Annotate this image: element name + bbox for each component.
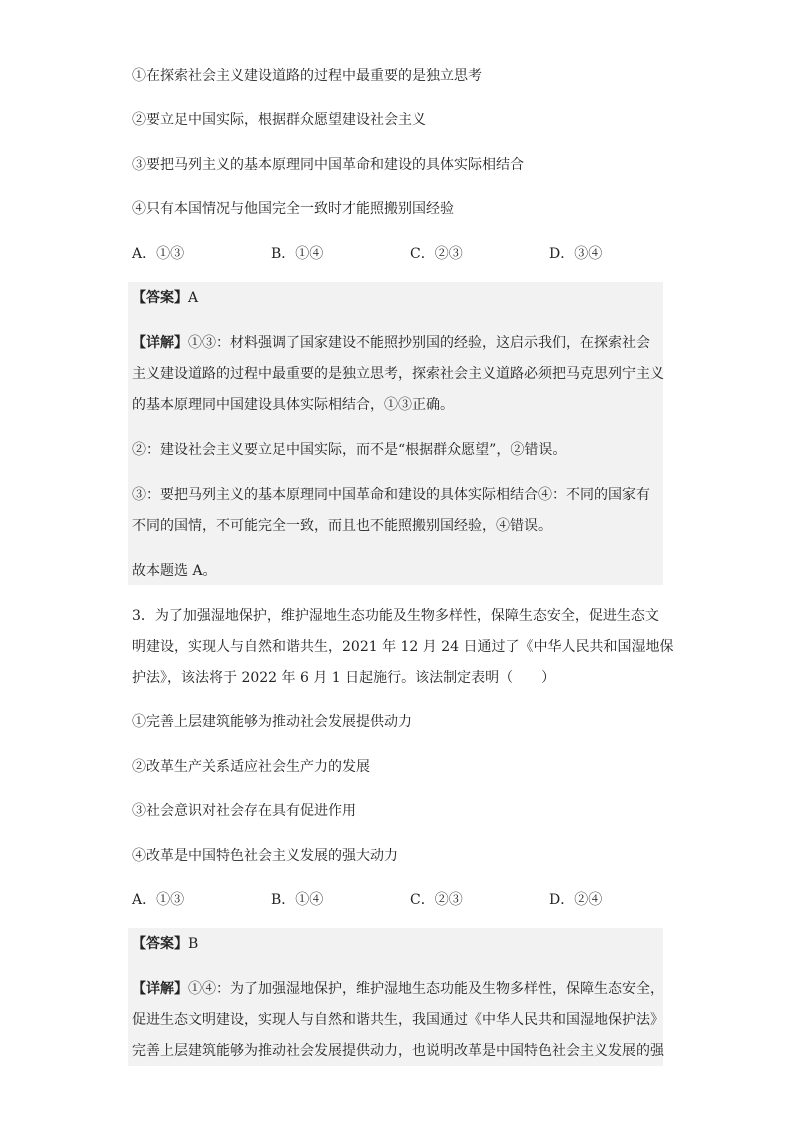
q3-answer	[132, 934, 198, 954]
q3-stem-line-3: 护法》，该法将于 2022 年 6 月 1 日起施行。该法制定表明（ ）	[132, 670, 556, 686]
q2-answer-label: 【答案】	[132, 290, 188, 306]
q3-answer-value: B	[188, 936, 199, 952]
q2-item-3: ③要把马列主义的基本原理同中国革命和建设的具体实际相结合	[132, 157, 524, 173]
q2-detail-line-1	[132, 333, 650, 353]
q3-option-b: B．①④	[271, 892, 324, 908]
q3-stem-line-1: 3．为了加强湿地保护，维护湿地生态功能及生物多样性，保障生态安全，促进生态文	[132, 608, 659, 624]
q2-conclusion: 故本题选 A。	[132, 563, 217, 579]
q3-item-1: ①完善上层建筑能够为推动社会发展提供动力	[132, 714, 412, 730]
q2-answer-value: A	[188, 290, 199, 306]
q2-detail-label: 【详解】	[132, 335, 188, 351]
q2-option-c: C．②③	[410, 246, 463, 262]
q3-detail-line-1	[132, 979, 664, 999]
q3-item-2: ②改革生产关系适应社会生产力的发展	[132, 759, 370, 775]
q3-detail-line-3: 完善上层建筑能够为推动社会发展提供动力，也说明改革是中国特色社会主义发展的强	[132, 1043, 664, 1059]
q2-answer	[132, 288, 198, 308]
q2-detail-line-6: 不同的国情，不可能完全一致，而且也不能照搬别国经验，④错误。	[132, 518, 552, 534]
q2-detail-line-5: ③：要把马列主义的基本原理同中国革命和建设的具体实际相结合④：不同的国家有	[132, 487, 650, 503]
q2-option-a: A．①③	[132, 246, 185, 262]
q2-detail-line-2: 主义建设道路的过程中最重要的是独立思考，探索社会主义道路必须把马克思列宁主义	[132, 366, 664, 382]
q2-option-d: D．③④	[549, 246, 603, 262]
q3-answer-label: 【答案】	[132, 936, 188, 952]
q3-stem-line-2: 明建设，实现人与自然和谐共生，2021 年 12 月 24 日通过了《中华人民共和国湿地保	[132, 639, 674, 655]
q3-option-a: A．①③	[132, 892, 185, 908]
q2-detail-line-4: ②：建设社会主义要立足中国实际，而不是“根据群众愿望”，②错误。	[132, 442, 567, 458]
q3-option-d: D．②④	[549, 892, 603, 908]
q2-detail-text-1: ①③：材料强调了国家建设不能照抄别国的经验，这启示我们，在探索社会	[188, 335, 650, 351]
q3-item-4: ④改革是中国特色社会主义发展的强大动力	[132, 848, 398, 864]
q2-item-4: ④只有本国情况与他国完全一致时才能照搬别国经验	[132, 201, 454, 217]
q3-item-3: ③社会意识对社会存在具有促进作用	[132, 803, 356, 819]
q3-detail-text-1: ①④：为了加强湿地保护，维护湿地生态功能及生物多样性，保障生态安全，	[188, 981, 664, 997]
q2-item-2: ②要立足中国实际，根据群众愿望建设社会主义	[132, 112, 426, 128]
q3-detail-line-2: 促进生态文明建设，实现人与自然和谐共生，我国通过《中华人民共和国湿地保护法》	[132, 1012, 664, 1028]
q3-option-c: C．②③	[410, 892, 463, 908]
q3-detail-label: 【详解】	[132, 981, 188, 997]
q2-option-b: B．①④	[271, 246, 324, 262]
q2-answer-block	[128, 282, 663, 585]
q2-item-1: ①在探索社会主义建设道路的过程中最重要的是独立思考	[132, 68, 482, 84]
q2-detail-line-3: 的基本原理同中国建设具体实际相结合，①③正确。	[132, 397, 454, 413]
